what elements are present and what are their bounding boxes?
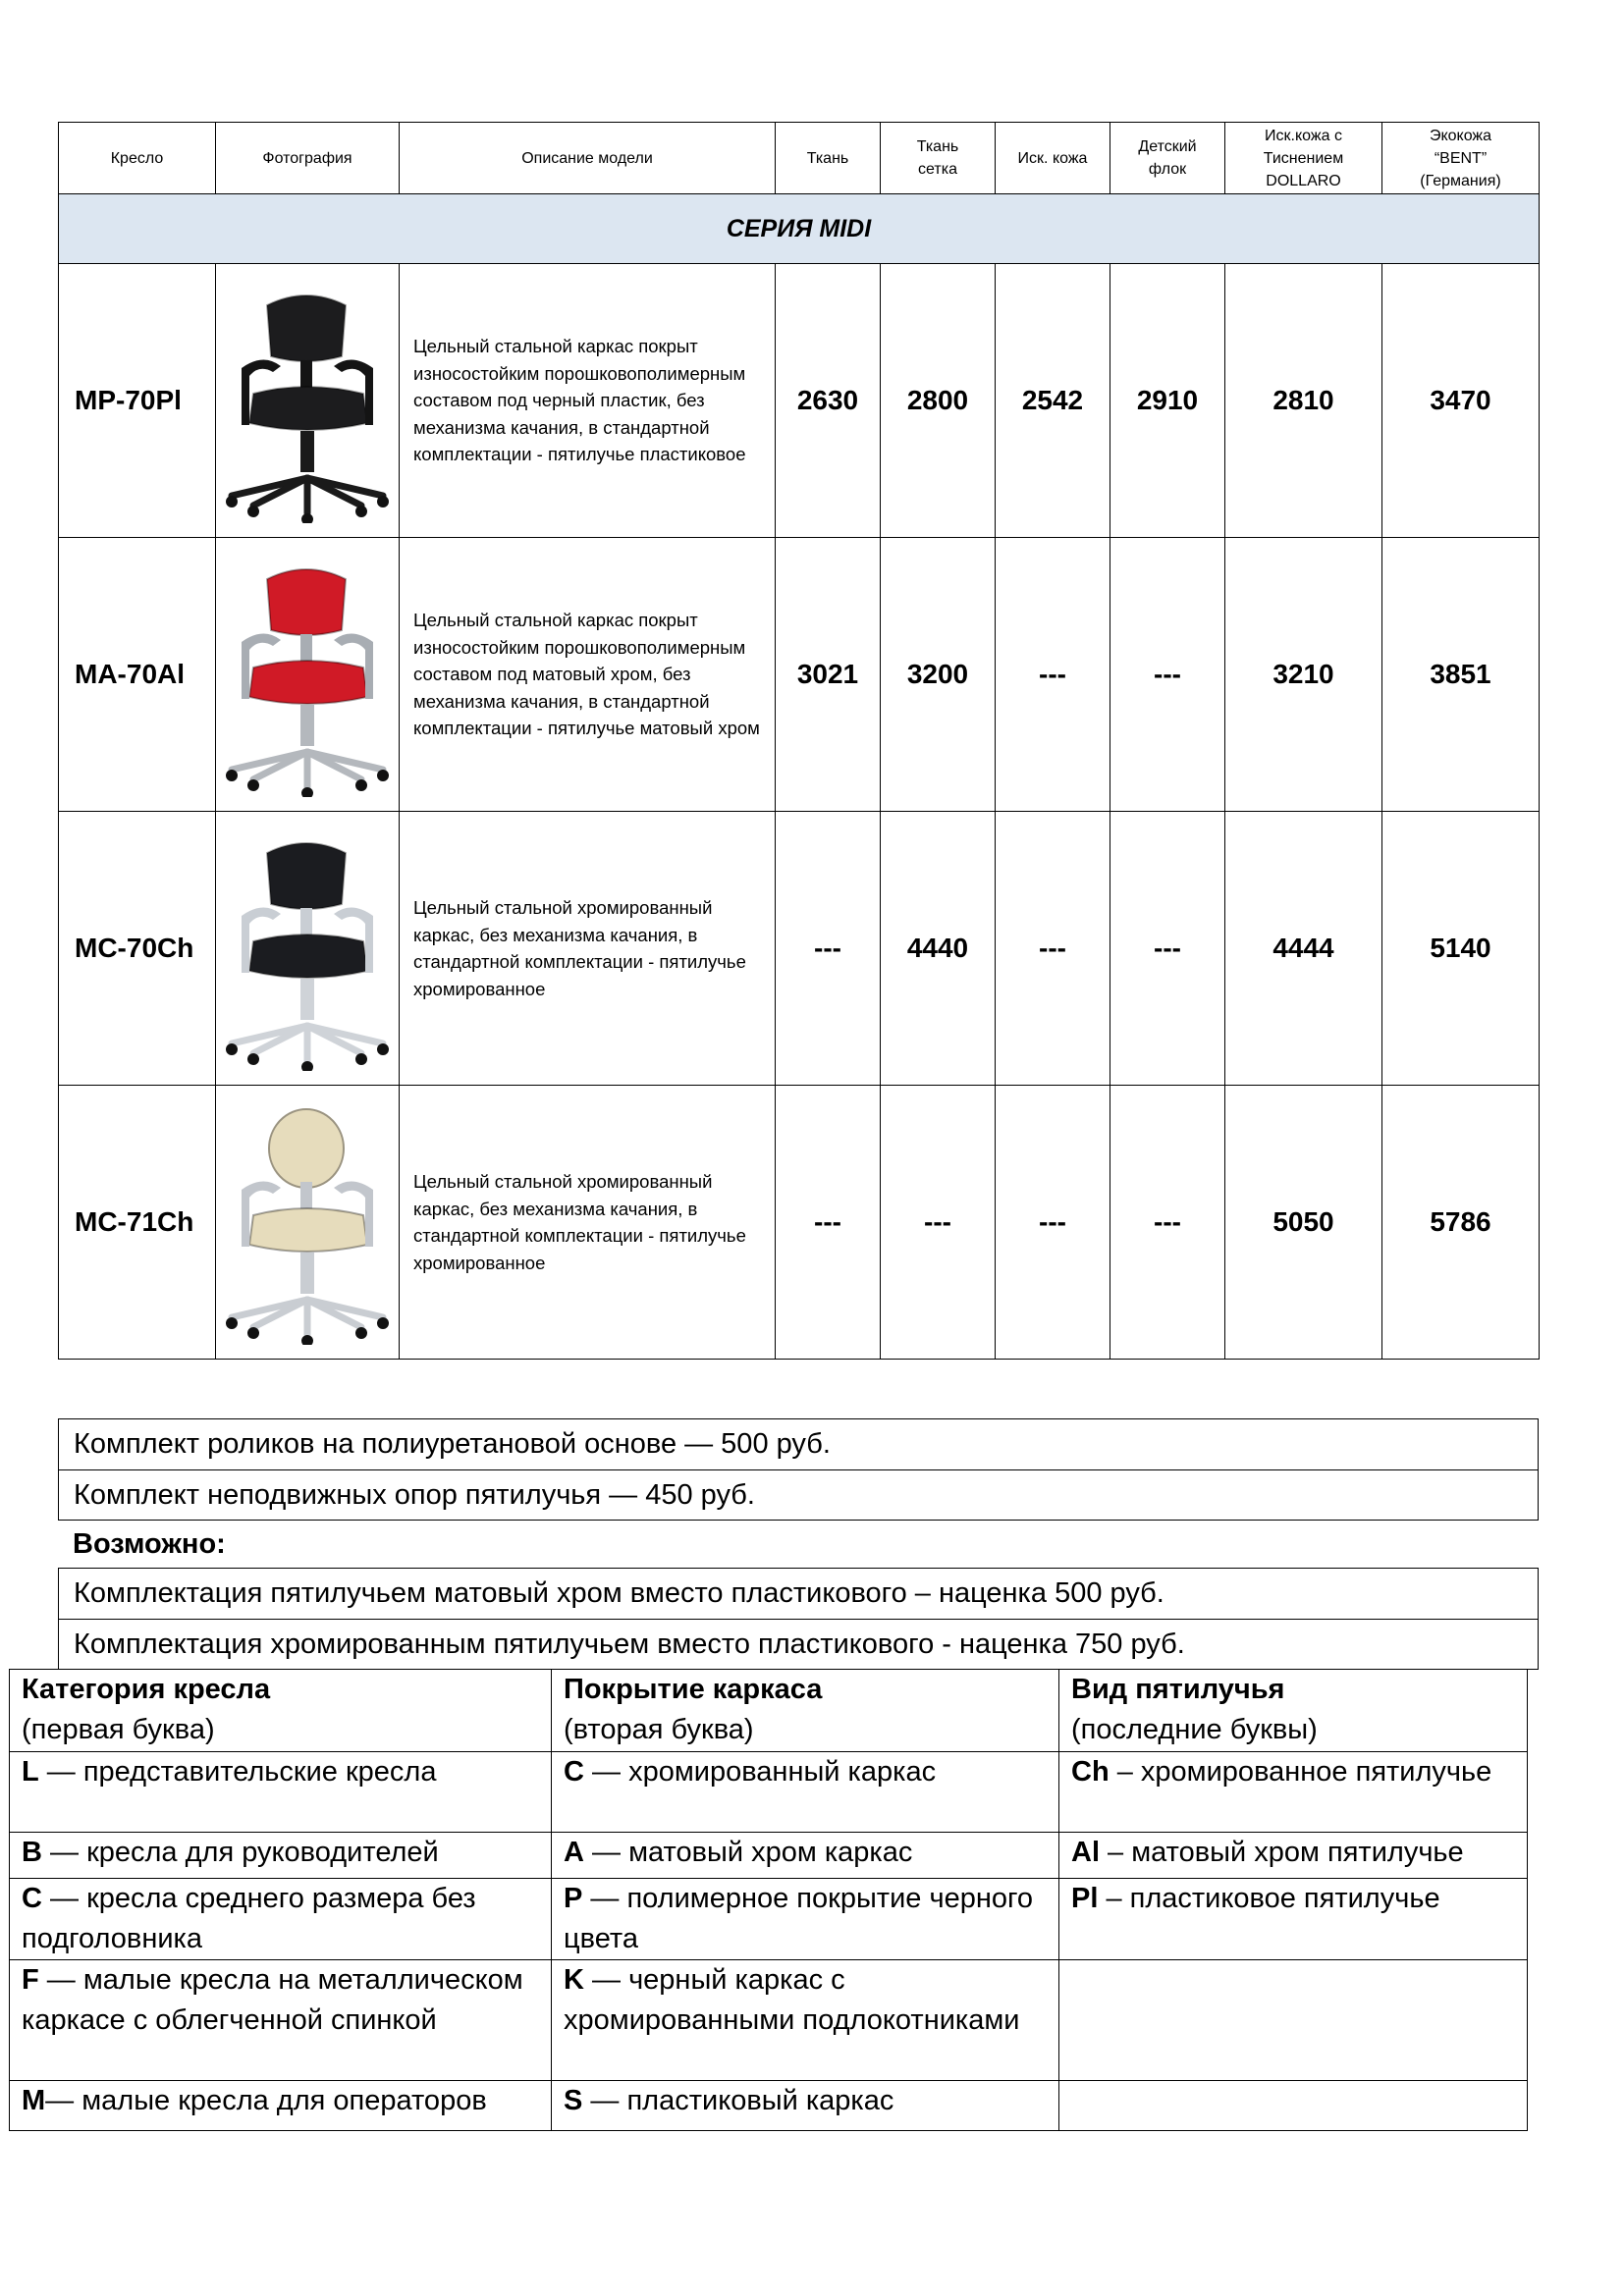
model-code: МС-71Ch	[59, 1086, 216, 1360]
price-cell: ---	[1110, 538, 1225, 812]
legend-header-base: Вид пятилучья (последние буквы)	[1059, 1670, 1528, 1752]
legend-row	[10, 1833, 1528, 1879]
model-row	[59, 812, 1540, 1086]
model-row	[59, 538, 1540, 812]
legend-text: — черный каркас с хромированными подлокотниками	[564, 1964, 1020, 2036]
col-header-kids-flock: Детский флок	[1110, 123, 1225, 194]
col-header-fabric: Ткань	[776, 123, 881, 194]
possible-label: Возможно:	[73, 1528, 226, 1560]
option-glides: Комплект неподвижных опор пятилучья — 450 руб.	[59, 1469, 1538, 1520]
price-cell: ---	[1110, 812, 1225, 1086]
model-description: Цельный стальной каркас покрыт износостойким порошковополимерным составом под матовый хром, без механизма качания, в стандартной комплектации - пятилучье матовый хром	[400, 538, 776, 812]
price-cell: 5786	[1382, 1086, 1540, 1360]
legend-code: F	[22, 1964, 39, 1996]
chair-photo	[216, 812, 400, 1086]
model-code: МС-70Ch	[59, 812, 216, 1086]
legend-cell	[10, 2081, 552, 2131]
col-header-faux-leather: Иск. кожа	[996, 123, 1110, 194]
legend-text: – хромированное пятилучье	[1109, 1756, 1492, 1788]
legend-text: — малые кресла на металлическом каркасе с облегченной спинкой	[22, 1964, 523, 2036]
legend-code: Ch	[1071, 1756, 1110, 1788]
model-row	[59, 264, 1540, 538]
red-office-chair-matte-chrome-base	[224, 552, 391, 797]
model-code: МА-70Al	[59, 538, 216, 812]
col-header-chair: Кресло	[59, 123, 216, 194]
price-cell: 5050	[1225, 1086, 1382, 1360]
price-cell: ---	[996, 538, 1110, 812]
price-cell: 5140	[1382, 812, 1540, 1086]
black-office-chair-chrome-base	[224, 826, 391, 1071]
legend-text: — пластиковый каркас	[582, 2085, 894, 2116]
legend-cell	[10, 1960, 552, 2081]
legend-text: – пластиковое пятилучье	[1098, 1883, 1440, 1914]
legend-row	[10, 2081, 1528, 2131]
possible-options-box	[58, 1568, 1539, 1670]
legend-code: Al	[1071, 1837, 1100, 1868]
legend-code: L	[22, 1756, 39, 1788]
col-header-ecoleather: Экокожа “BENT” (Германия)	[1382, 123, 1540, 194]
chair-photo	[216, 538, 400, 812]
beige-office-chair-chrome-base	[224, 1099, 391, 1345]
legend-code: C	[22, 1883, 42, 1914]
model-code: МР-70Pl	[59, 264, 216, 538]
legend-code: S	[564, 2085, 583, 2116]
legend-cell	[552, 1879, 1059, 1960]
price-cell: 3851	[1382, 538, 1540, 812]
legend-table	[9, 1669, 1528, 2131]
price-table	[58, 122, 1540, 1360]
legend-cell	[1059, 1752, 1528, 1833]
legend-cell	[10, 1879, 552, 1960]
price-cell: 4444	[1225, 812, 1382, 1086]
legend-cell	[1059, 1833, 1528, 1879]
option-casters: Комплект роликов на полиуретановой основе — 500 руб.	[74, 1428, 831, 1460]
legend-cell	[1059, 1879, 1528, 1960]
legend-cell	[552, 2081, 1059, 2131]
legend-code: M	[22, 2085, 46, 2116]
price-cell: 3210	[1225, 538, 1382, 812]
legend-cell	[1059, 1960, 1528, 2081]
legend-text: — матовый хром каркас	[583, 1837, 913, 1868]
price-cell: 4440	[881, 812, 996, 1086]
chair-photo	[216, 264, 400, 538]
legend-text: — представительские кресла	[38, 1756, 437, 1788]
model-description: Цельный стальной каркас покрыт износостойким порошковополимерным составом под черный пластик, без механизма качания, в стандартной комплектации - пятилучье пластиковое	[400, 264, 776, 538]
price-cell: 3200	[881, 538, 996, 812]
legend-code: B	[22, 1837, 42, 1868]
legend-code: Pl	[1071, 1883, 1099, 1914]
legend-code: A	[564, 1837, 584, 1868]
legend-cell	[10, 1752, 552, 1833]
legend-text: — кресла для руководителей	[41, 1837, 439, 1868]
legend-text: — кресла среднего размера без подголовника	[22, 1883, 476, 1954]
table-header-row	[59, 123, 1540, 194]
price-cell: 2800	[881, 264, 996, 538]
legend-text: — полимерное покрытие черного цвета	[564, 1883, 1034, 1954]
legend-text: – матовый хром пятилучье	[1100, 1837, 1464, 1868]
price-cell: ---	[881, 1086, 996, 1360]
price-cell: 2542	[996, 264, 1110, 538]
price-cell: ---	[996, 1086, 1110, 1360]
legend-row	[10, 1960, 1528, 2081]
series-title: СЕРИЯ MIDI	[59, 194, 1540, 264]
black-office-chair-plastic-base	[224, 278, 391, 523]
legend-text: — малые кресла для операторов	[45, 2085, 487, 2116]
model-description: Цельный стальной хромированный каркас, без механизма качания, в стандартной комплектации - пятилучье хромированное	[400, 812, 776, 1086]
legend-row	[10, 1879, 1528, 1960]
price-cell: 3021	[776, 538, 881, 812]
model-row	[59, 1086, 1540, 1360]
series-row	[59, 194, 1540, 264]
price-cell: ---	[776, 812, 881, 1086]
col-header-description: Описание модели	[400, 123, 776, 194]
option-chrome-base: Комплектация хромированным пятилучьем вместо пластикового - наценка 750 руб.	[59, 1619, 1538, 1669]
included-options-box	[58, 1418, 1539, 1521]
legend-header-row	[10, 1670, 1528, 1752]
legend-code: C	[564, 1756, 584, 1788]
legend-text: — хромированный каркас	[583, 1756, 937, 1788]
price-cell: 2810	[1225, 264, 1382, 538]
price-cell: ---	[1110, 1086, 1225, 1360]
legend-cell	[552, 1833, 1059, 1879]
price-cell: ---	[776, 1086, 881, 1360]
legend-row	[10, 1752, 1528, 1833]
legend-cell	[10, 1833, 552, 1879]
legend-cell	[552, 1752, 1059, 1833]
legend-code: K	[564, 1964, 584, 1996]
option-matte-chrome-base: Комплектация пятилучьем матовый хром вместо пластикового – наценка 500 руб.	[74, 1577, 1164, 1609]
model-description: Цельный стальной хромированный каркас, без механизма качания, в стандартной комплектации - пятилучье хромированное	[400, 1086, 776, 1360]
legend-cell	[552, 1960, 1059, 2081]
chair-photo	[216, 1086, 400, 1360]
price-cell: 3470	[1382, 264, 1540, 538]
price-cell: 2910	[1110, 264, 1225, 538]
col-header-photo: Фотография	[216, 123, 400, 194]
price-cell: ---	[996, 812, 1110, 1086]
legend-code: P	[564, 1883, 583, 1914]
legend-header-category: Категория кресла (первая буква)	[10, 1670, 552, 1752]
legend-header-frame: Покрытие каркаса (вторая буква)	[552, 1670, 1059, 1752]
price-cell: 2630	[776, 264, 881, 538]
legend-cell	[1059, 2081, 1528, 2131]
col-header-mesh: Ткань сетка	[881, 123, 996, 194]
col-header-dollaro: Иск.кожа с Тиснением DOLLARO	[1225, 123, 1382, 194]
